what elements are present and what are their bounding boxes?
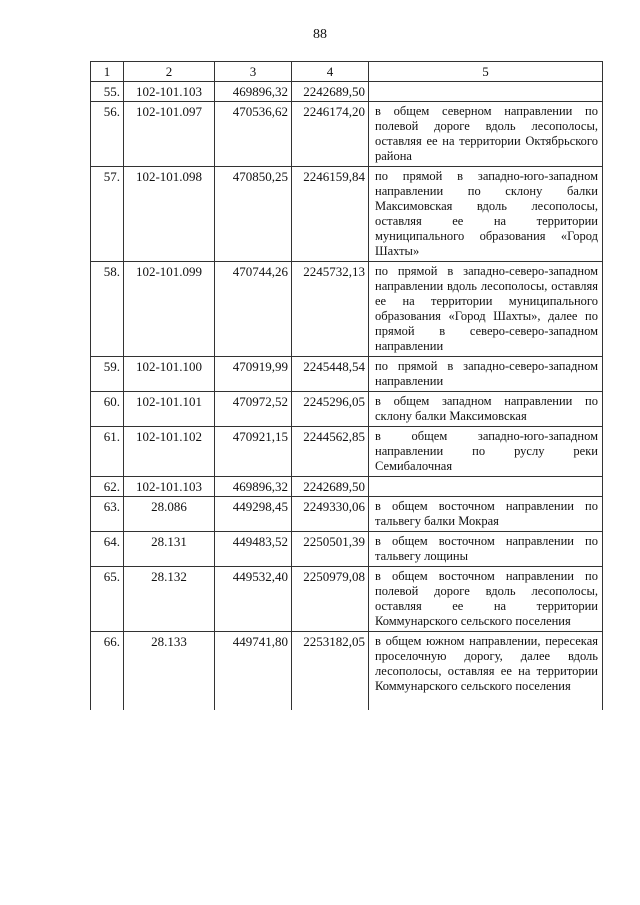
coord-y: 2245448,54 (292, 357, 369, 392)
coord-y: 2244562,85 (292, 427, 369, 477)
description: в общем восточном направлении по полевой дороге вдоль лесополосы, оставляя ее на территории Коммунарского сельского поселения (369, 567, 603, 632)
table-row (91, 82, 603, 102)
coord-x: 449298,45 (215, 497, 292, 532)
row-number: 59. (91, 357, 124, 392)
row-number: 57. (91, 167, 124, 262)
header-cell-5: 5 (369, 62, 603, 82)
coord-y: 2249330,06 (292, 497, 369, 532)
header-cell-2: 2 (124, 62, 215, 82)
point-id: 102-101.098 (124, 167, 215, 262)
table-row (91, 392, 603, 427)
table-row (91, 357, 603, 392)
table-row (91, 262, 603, 357)
description: по прямой в западно-северо-западном направлении (369, 357, 603, 392)
page-number: 88 (313, 27, 327, 42)
coord-y: 2246174,20 (292, 102, 369, 167)
coord-y: 2250501,39 (292, 532, 369, 567)
point-id: 102-101.103 (124, 477, 215, 497)
row-number: 61. (91, 427, 124, 477)
point-id: 28.086 (124, 497, 215, 532)
point-id: 102-101.099 (124, 262, 215, 357)
row-number: 66. (91, 632, 124, 711)
header-row (91, 62, 603, 82)
header-cell-1: 1 (91, 62, 124, 82)
coord-y: 2246159,84 (292, 167, 369, 262)
row-number: 63. (91, 497, 124, 532)
point-id: 28.132 (124, 567, 215, 632)
point-id: 102-101.101 (124, 392, 215, 427)
table-row (91, 632, 603, 711)
table-row (91, 567, 603, 632)
point-id: 102-101.097 (124, 102, 215, 167)
header-cell-4: 4 (292, 62, 369, 82)
row-number: 60. (91, 392, 124, 427)
row-number: 65. (91, 567, 124, 632)
header-cell-3: 3 (215, 62, 292, 82)
coord-y: 2242689,50 (292, 477, 369, 497)
description: в общем северном направлении по полевой дороге вдоль лесополосы, оставляя ее на территории Октябрьского района (369, 102, 603, 167)
row-number: 56. (91, 102, 124, 167)
coord-x: 469896,32 (215, 477, 292, 497)
coord-y: 2253182,05 (292, 632, 369, 711)
coord-x: 449741,80 (215, 632, 292, 711)
description: в общем восточном направлении по тальвегу балки Мокрая (369, 497, 603, 532)
coord-x: 470850,25 (215, 167, 292, 262)
row-number: 62. (91, 477, 124, 497)
description: по прямой в западно-северо-западном направлении вдоль лесополосы, оставляя ее на территории муниципального образования «Город Шахты», далее по прямой в северо-северо-западном направлении (369, 262, 603, 357)
row-number: 64. (91, 532, 124, 567)
coord-x: 449532,40 (215, 567, 292, 632)
description: по прямой в западно-юго-западном направлении по склону балки Максимовская вдоль лесополосы, оставляя ее на территории муниципального образования «Город Шахты» (369, 167, 603, 262)
row-number: 58. (91, 262, 124, 357)
coord-x: 469896,32 (215, 82, 292, 102)
table-row (91, 477, 603, 497)
description: в общем южном направлении, пересекая проселочную дорогу, далее вдоль лесополосы, оставляя ее на территории Коммунарского сельского поселения (369, 632, 603, 711)
coord-x: 470921,15 (215, 427, 292, 477)
coord-y: 2250979,08 (292, 567, 369, 632)
description: в общем западно-юго-западном направлении по руслу реки Семибалочная (369, 427, 603, 477)
description: в общем западном направлении по склону балки Максимовская (369, 392, 603, 427)
coord-y: 2245296,05 (292, 392, 369, 427)
table-row (91, 102, 603, 167)
point-id: 102-101.100 (124, 357, 215, 392)
coord-x: 449483,52 (215, 532, 292, 567)
point-id: 28.133 (124, 632, 215, 711)
table-row (91, 497, 603, 532)
table-row (91, 427, 603, 477)
coord-x: 470919,99 (215, 357, 292, 392)
coord-y: 2245732,13 (292, 262, 369, 357)
table-row (91, 167, 603, 262)
point-id: 102-101.103 (124, 82, 215, 102)
description (369, 82, 603, 102)
boundary-table (90, 61, 603, 710)
coord-x: 470972,52 (215, 392, 292, 427)
description: в общем восточном направлении по тальвегу лощины (369, 532, 603, 567)
description (369, 477, 603, 497)
point-id: 102-101.102 (124, 427, 215, 477)
table-row (91, 532, 603, 567)
coord-x: 470744,26 (215, 262, 292, 357)
coord-y: 2242689,50 (292, 82, 369, 102)
point-id: 28.131 (124, 532, 215, 567)
row-number: 55. (91, 82, 124, 102)
coord-x: 470536,62 (215, 102, 292, 167)
